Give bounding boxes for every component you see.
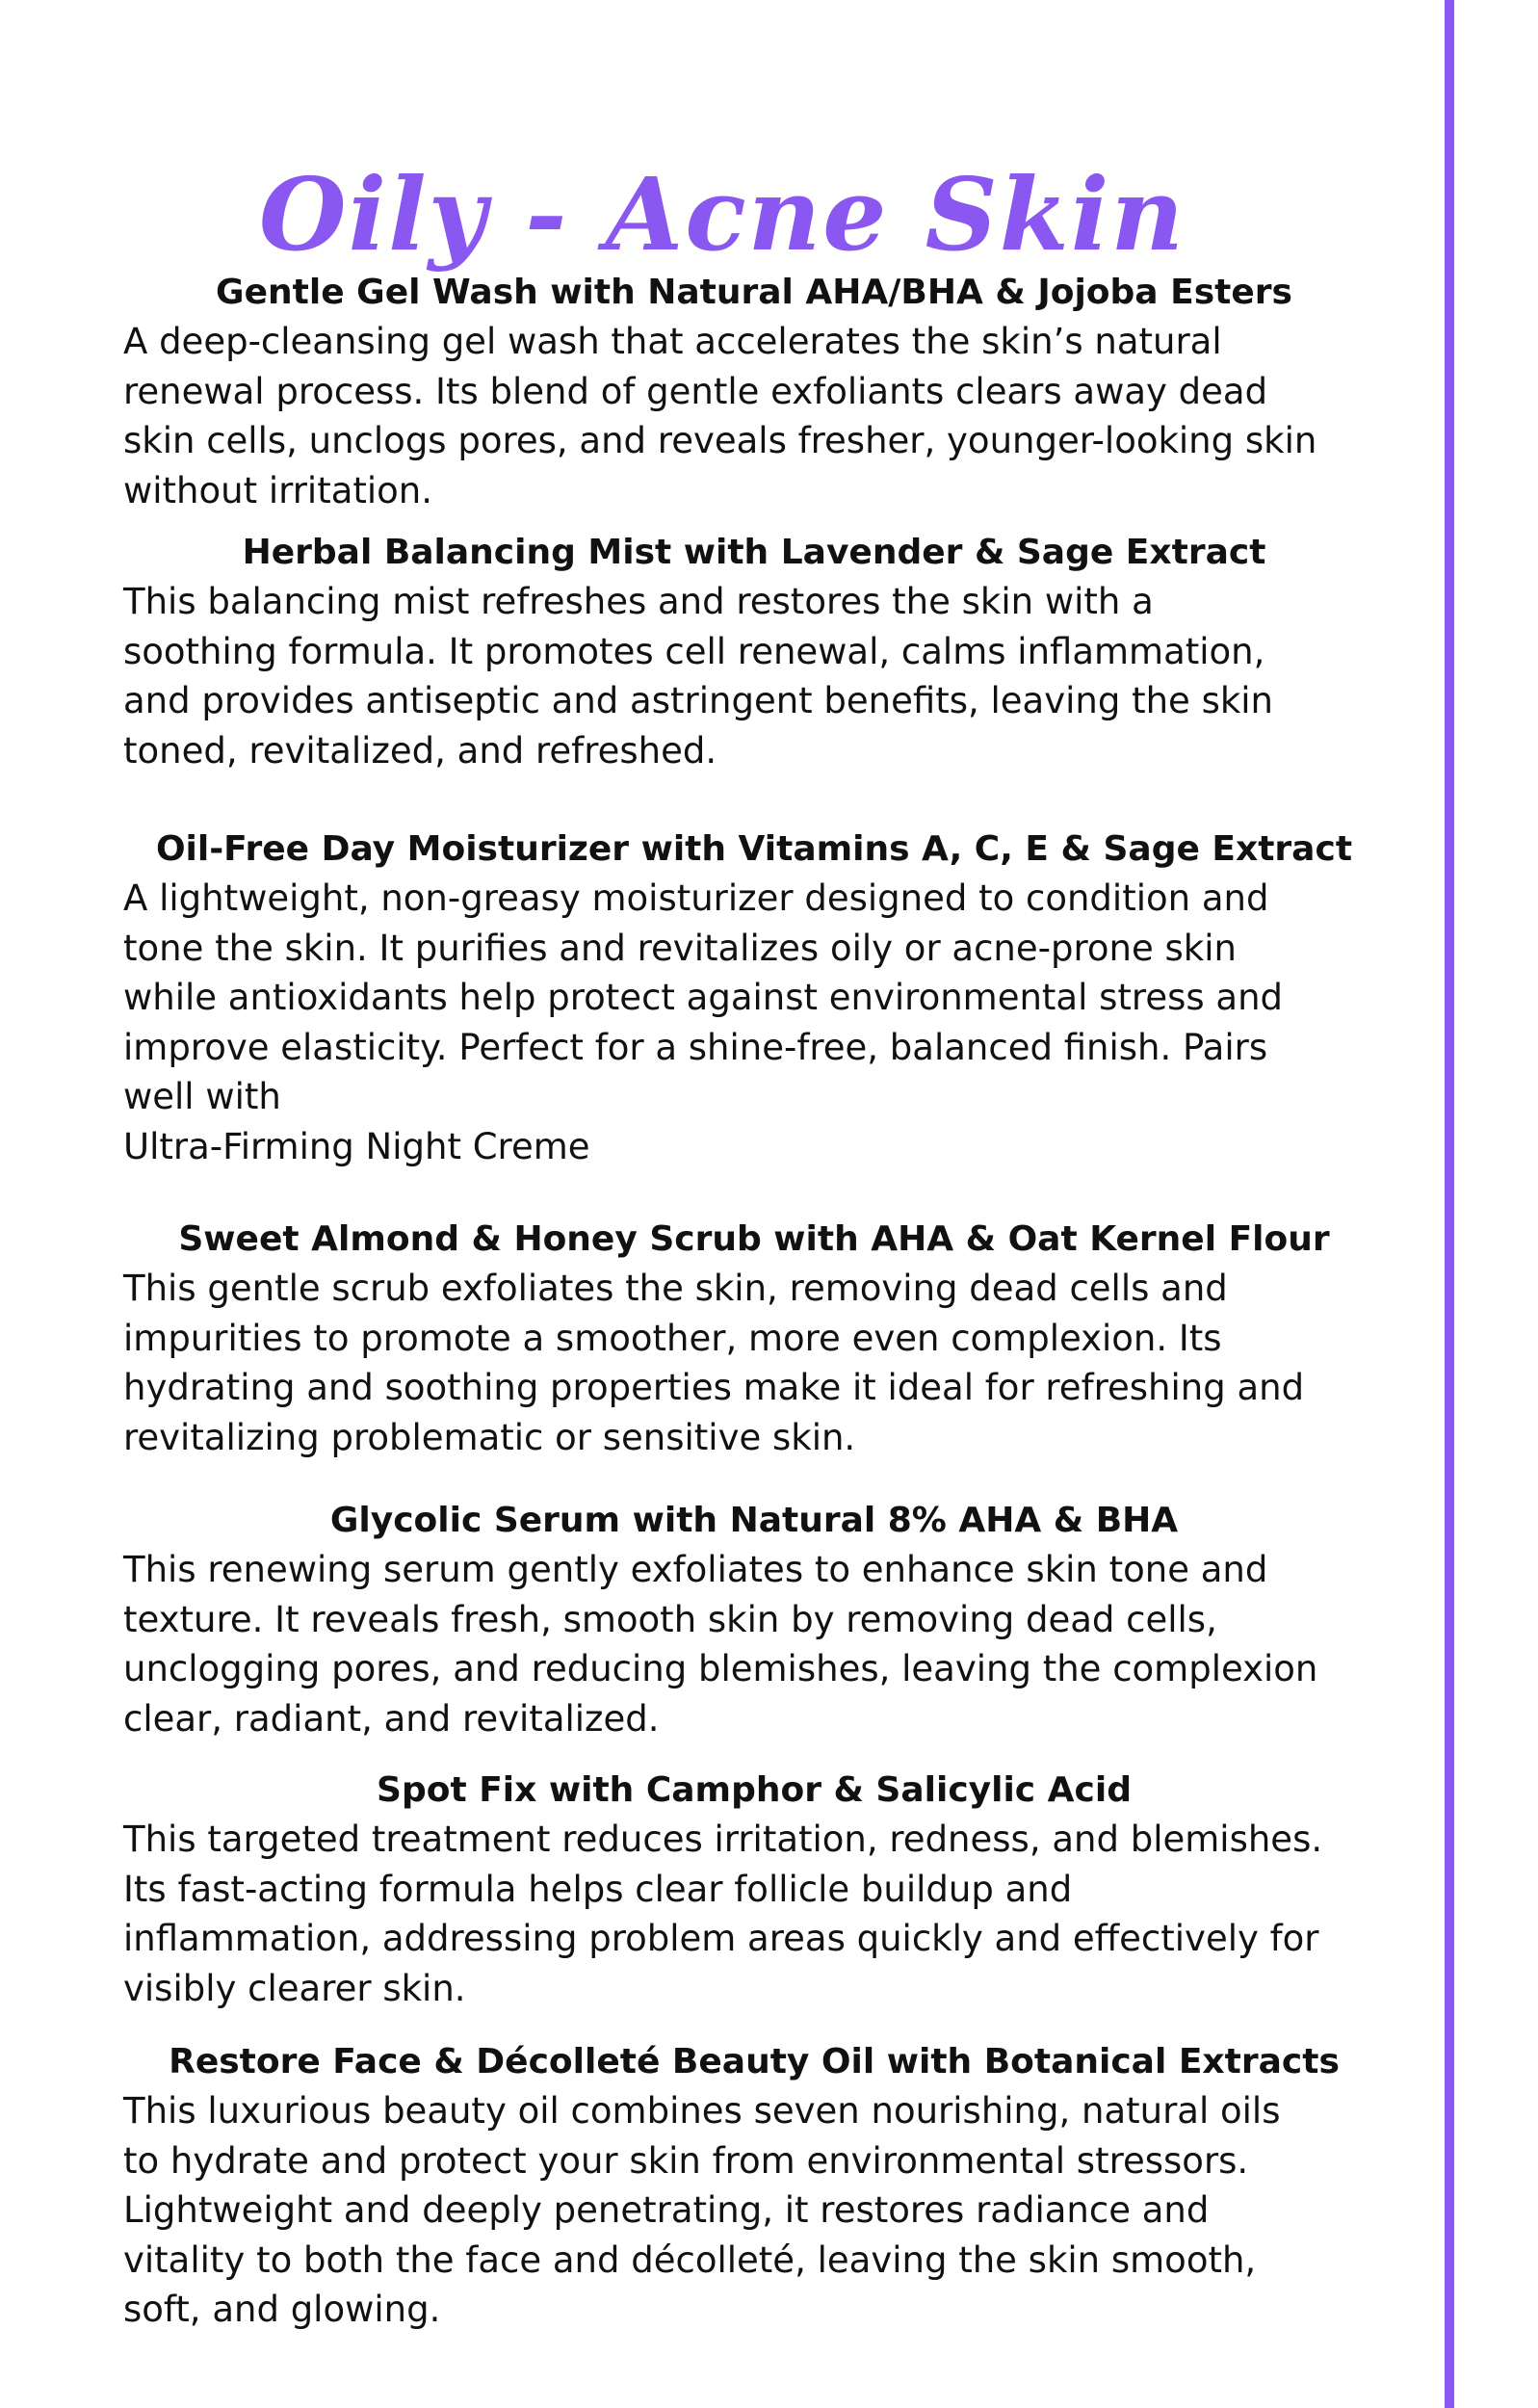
product-section-beauty-oil [123,2038,1385,2335]
product-description: This balancing mist refreshes and restores the skin with a soothing formula. It promotes cell renewal, calms inflammation, and provides antiseptic and astringent benefits, leaving the skin toned, revitalized, and refreshed. [123,581,1274,772]
product-heading: Spot Fix with Camphor & Salicylic Acid [377,1770,1132,1810]
product-heading: Oil-Free Day Moisturizer with Vitamins A, C, E & Sage Extract [155,829,1353,869]
product-description: A deep-cleansing gel wash that accelerates the skin’s natural renewal process. Its blend of gentle exfoliants clears away dead skin cells, unclogs pores, and reveals fresher, younger-looking skin without irritation. [123,321,1317,511]
right-accent-bar [1445,0,1454,2408]
product-section-gel-wash [123,269,1385,515]
product-heading: Herbal Balancing Mist with Lavender & Sage Extract [242,533,1266,572]
product-section-glycolic-serum [123,1497,1385,1743]
product-heading: Restore Face & Décolleté Beauty Oil with Botanical Extracts [169,2042,1340,2081]
product-description: This luxurious beauty oil combines seven nourishing, natural oils to hydrate and protect your skin from environmental stressors. Lightweight and deeply penetrating, it restores radiance and vitality to both the face and décolleté, leaving the skin smooth, soft, and glowing. [123,2090,1281,2330]
product-heading: Glycolic Serum with Natural 8% AHA & BHA [329,1501,1179,1540]
product-description: A lightweight, non-greasy moisturizer designed to condition and tone the skin. It purifies and revitalizes oily or acne-prone skin while antioxidants help protect against environmental stress and improve elasticity. Perfect for a shine-free, balanced finish. Pairs well with Ultra-Firming Night Creme [123,877,1284,1167]
page-title: Oily - Acne Skin [259,154,1186,274]
product-section-day-moisturizer [123,825,1385,1171]
product-section-almond-scrub [123,1216,1385,1462]
product-description: This renewing serum gently exfoliates to enhance skin tone and texture. It reveals fresh, smooth skin by removing dead cells, unclogging pores, and reducing blemishes, leaving the complexion clear, radiant, and revitalized. [123,1549,1318,1740]
product-heading: Gentle Gel Wash with Natural AHA/BHA & Jojoba Esters [216,273,1292,312]
product-heading: Sweet Almond & Honey Scrub with AHA & Oat Kernel Flour [178,1219,1330,1259]
product-section-spot-fix [123,1767,1385,2013]
product-section-balancing-mist [123,529,1385,775]
product-description: This targeted treatment reduces irritation, redness, and blemishes. Its fast-acting formula helps clear follicle buildup and inflammation, addressing problem areas quickly and effectively for visibly clearer skin. [123,1819,1323,2009]
product-description: This gentle scrub exfoliates the skin, removing dead cells and impurities to promote a smoother, more even complexion. Its hydrating and soothing properties make it ideal for refreshing and revitalizing problematic or sensitive skin. [123,1268,1305,1458]
